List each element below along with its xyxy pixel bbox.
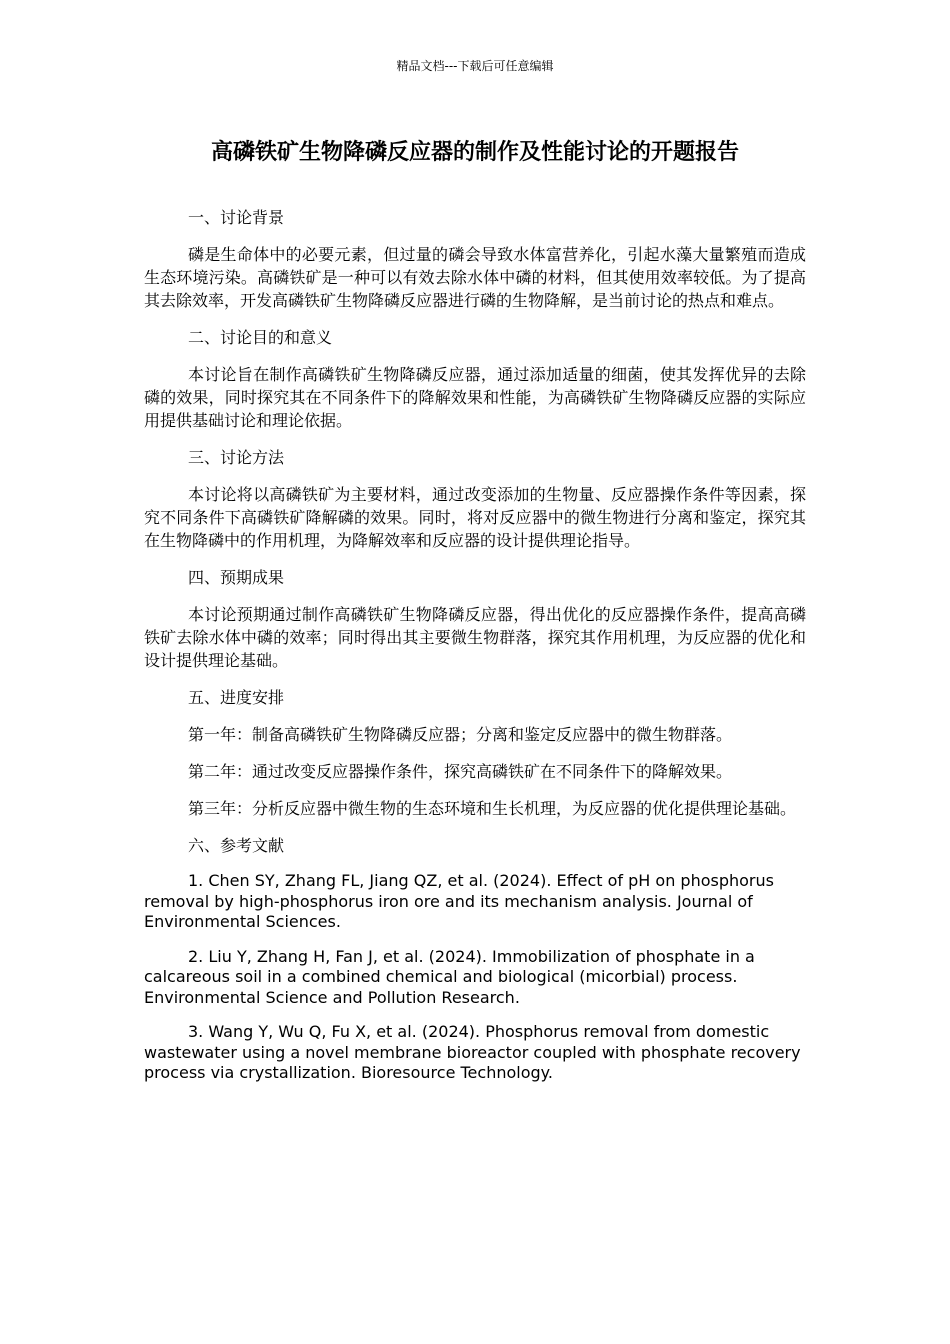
header-note: 精品文档---下载后可任意编辑 — [396, 59, 554, 73]
document-title: 高磷铁矿生物降磷反应器的制作及性能讨论的开题报告 — [210, 140, 739, 165]
section-body-results: 本讨论预期通过制作高磷铁矿生物降磷反应器，得出优化的反应器操作条件，提高高磷铁矿去除水体中磷的效率；同时得出其主要微生物群落，探究其作用机理，为反应器的优化和设计提供理论基础。 — [144, 605, 806, 670]
document-body — [144, 206, 806, 1098]
section-body-purpose: 本讨论旨在制作高磷铁矿生物降磷反应器，通过添加适量的细菌，使其发挥优异的去除磷的效果，同时探究其在不同条件下的降解效果和性能，为高磷铁矿生物降磷反应器的实际应用提供基础讨论和理论依据。 — [144, 365, 806, 430]
schedule-item: 第三年：分析反应器中微生物的生态环境和生长机理，为反应器的优化提供理论基础。 — [188, 799, 797, 818]
section-heading-purpose: 二、讨论目的和意义 — [188, 328, 333, 347]
reference-item: 2. Liu Y, Zhang H, Fan J, et al. (2024). Immobilization of phosphate in a calcareous soil in a combined chemical and biological (micorbial) process. Environmental Science and Pollution Research. — [144, 946, 755, 1007]
section-heading-results: 四、预期成果 — [188, 568, 285, 587]
schedule-item: 第一年：制备高磷铁矿生物降磷反应器；分离和鉴定反应器中的微生物群落。 — [188, 725, 733, 744]
section-heading-method: 三、讨论方法 — [188, 448, 285, 467]
section-body-background: 磷是生命体中的必要元素，但过量的磷会导致水体富营养化，引起水藻大量繁殖而造成生态环境污染。高磷铁矿是一种可以有效去除水体中磷的材料，但其使用效率较低。为了提高其去除效率，开发高磷铁矿生物降磷反应器进行磷的生物降解，是当前讨论的热点和难点。 — [144, 245, 806, 310]
section-heading-background: 一、讨论背景 — [188, 208, 285, 227]
section-heading-schedule: 五、进度安排 — [188, 688, 285, 707]
schedule-item: 第二年：通过改变反应器操作条件，探究高磷铁矿在不同条件下的降解效果。 — [188, 762, 733, 781]
reference-item: 3. Wang Y, Wu Q, Fu X, et al. (2024). Phosphorus removal from domestic wastewater using a novel membrane bioreactor coupled with phosphate recovery process via crystallization. Bioresource Technology. — [144, 1022, 801, 1082]
section-body-method: 本讨论将以高磷铁矿为主要材料，通过改变添加的生物量、反应器操作条件等因素，探究不同条件下高磷铁矿降解磷的效果。同时，将对反应器中的微生物进行分离和鉴定，探究其在生物降磷中的作用机理，为降解效率和反应器的设计提供理论指导。 — [144, 485, 806, 550]
reference-item: 1. Chen SY, Zhang FL, Jiang QZ, et al. (2024). Effect of pH on phosphorus removal by high-phosphorus iron ore and its mechanism analysis. Journal of Environmental Sciences. — [144, 871, 774, 931]
section-heading-references: 六、参考文献 — [188, 836, 285, 855]
